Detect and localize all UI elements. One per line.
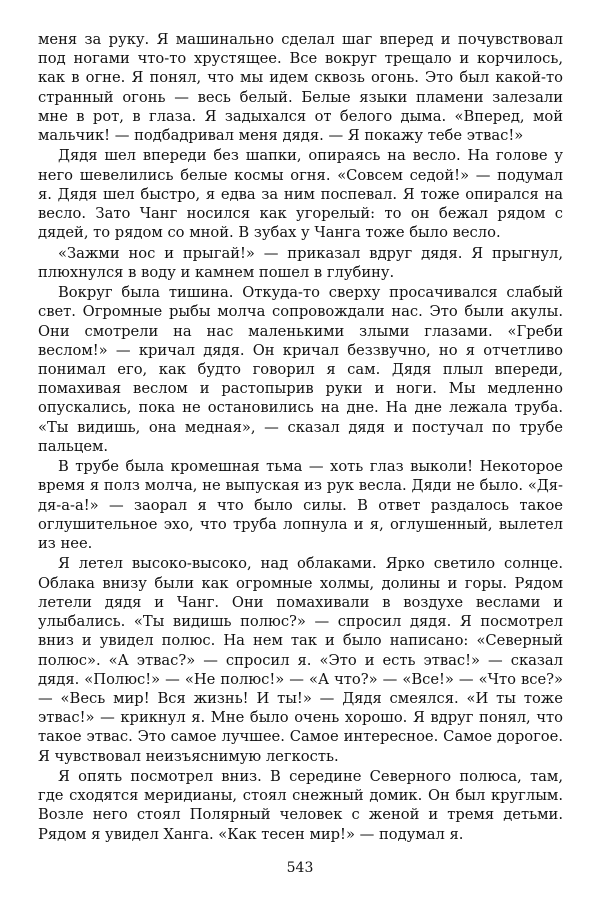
paragraph-7: Я опять посмотрел вниз. В середине Северного полюса, там, где сходятся меридианы, стоял снежный домик. Он был круглым. Возле него стоял Полярный человек с женой и тремя детьми. Рядом я увидел Ханга. «Как тесен мир!» — подумал я.	[38, 767, 563, 843]
paragraph-2: Дядя шел впереди без шапки, опираясь на весло. На голове у него шевелились белые космы огня. «Совсем седой!» — подумал я. Дядя шел быстро, я едва за ним поспевал. Я тоже опирался на весло. Зато Чанг носился как угорелый: то он бежал рядом с дядей, то рядом со мной. В зубах у Чанга тоже было весло.	[38, 147, 563, 242]
paragraph-3: «Зажми нос и прыгай!» — приказал вдруг дядя. Я прыгнул, плюхнулся в воду и камнем пошел в глубину.	[38, 244, 563, 281]
page-number: 543	[286, 860, 314, 876]
page-text-column	[38, 30, 563, 845]
paragraph-1: меня за руку. Я машинально сделал шаг вперед и почувствовал под ногами что-то хрустящее. Все вокруг трещало и корчилось, как в огне. Я понял, что мы идем сквозь огонь. Это был какой-то странный огонь — весь белый. Белые языки пламени залезали мне в рот, в глаза. Я задыхался от белого дыма. «Вперед, мой мальчик! — подбадривал меня дядя. — Я покажу тебе этвас!»	[38, 31, 563, 145]
paragraph-4: Вокруг была тишина. Откуда-то сверху просачивался слабый свет. Огромные рыбы молча сопровождали нас. Это были акулы. Они смотрели на нас маленькими злыми глазами. «Греби веслом!» — кричал дядя. Он кричал беззвучно, но я отчетливо понимал его, как будто говорил я сам. Дядя плыл впереди, помахивая веслом и растопырив руки и ноги. Мы медленно опускались, пока не остановились на дне. На дне лежала труба. «Ты видишь, она медная», — сказал дядя и постучал по трубе пальцем.	[38, 284, 563, 455]
paragraph-5: В трубе была кромешная тьма — хоть глаз выколи! Некоторое время я полз молча, не выпуская из рук весла. Дяди не было. «Дя-дя-а-а!» — заорал я что было силы. В ответ раздалось такое оглушительное эхо, что труба лопнула и я, оглушенный, вылетел из нее.	[38, 458, 563, 553]
paragraph-6: Я летел высоко-высоко, над облаками. Ярко светило солнце. Облака внизу были как огромные холмы, долины и горы. Рядом летели дядя и Чанг. Они помахивали в воздухе веслами и улыбались. «Ты видишь полюс?» — спросил дядя. Я посмотрел вниз и увидел полюс. На нем так и было написано: «Северный полюс». «А этвас?» — спросил я. «Это и есть этвас!» — сказал дядя. «Полюс!» — «Не полюс!» — «А что?» — «Все!» — «Что все?» — «Весь мир! Вся жизнь! И ты!» — Дядя смеялся. «И ты тоже этвас!» — крикнул я. Мне было очень хорошо. Я вдруг понял, что такое этвас. Это самое лучшее. Самое интересное. Самое дорогое. Я чувствовал неизъяснимую легкость.	[38, 555, 563, 765]
